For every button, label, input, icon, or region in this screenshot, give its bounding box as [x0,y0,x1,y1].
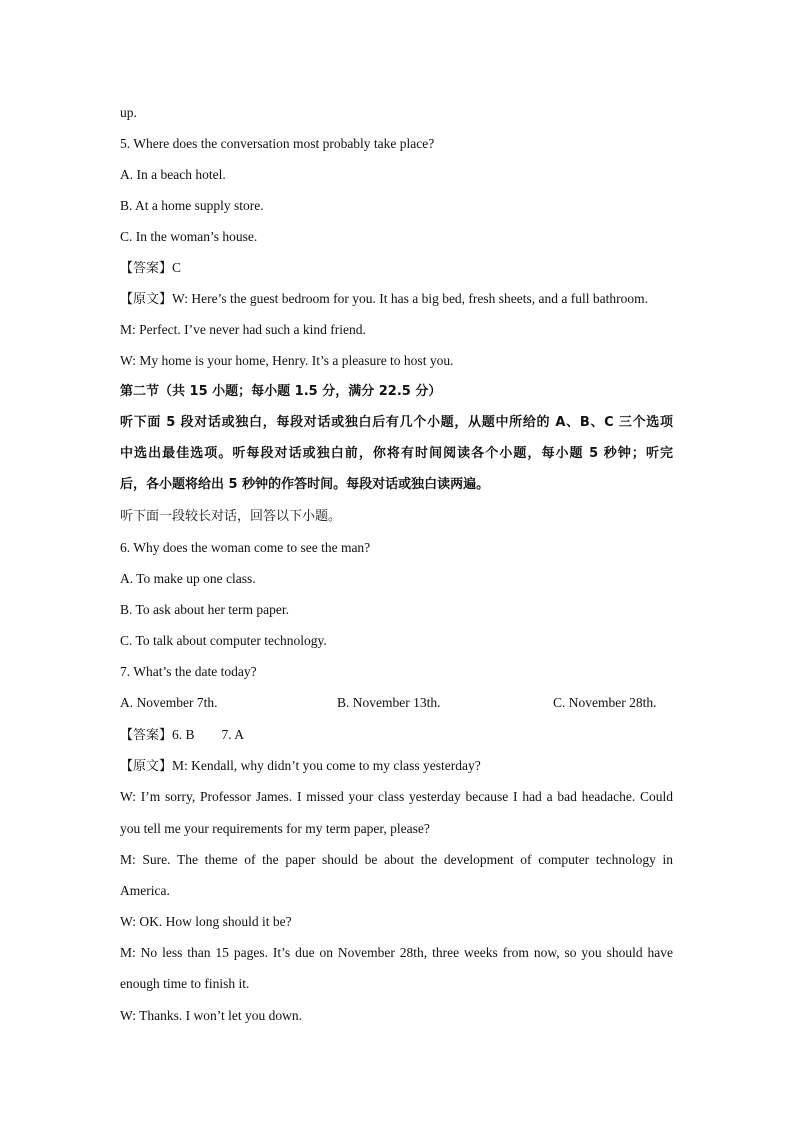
transcript-line: W: I’m sorry, Professor James. I missed your class yesterday because I had a bad headache. Could [120,789,673,804]
instruction-line: 听下面一段较长对话，回答以下小题。 [120,509,342,524]
transcript-line: M: Sure. The theme of the paper should be about the development of computer technology in [120,852,673,867]
answer-line [120,726,680,745]
instruction-line: 中选出最佳选项。听每段对话或独白前，你将有时间阅读各个小题，每小题 5 秒钟；听完 [120,446,673,461]
transcript-line: W: My home is your home, Henry. It’s a pleasure to host you. [120,353,454,368]
section-heading: 第二节（共 15 小题；每小题 1.5 分，满分 22.5 分） [120,384,442,399]
transcript-line: you tell me your requirements for my term paper, please? [120,821,430,836]
question-7: 7. What’s the date today? [120,664,257,679]
answer-tag: 【答案】 [120,728,173,743]
answer-text: 6. B 7. A [172,727,245,742]
option-5b: B. At a home supply store. [120,198,264,213]
question-5: 5. Where does the conversation most probably take place? [120,136,435,151]
option-5c: C. In the woman’s house. [120,229,258,244]
question-6: 6. Why does the woman come to see the man? [120,540,371,555]
option-7b: B. November 13th. [337,695,441,710]
transcript-line: M: Perfect. I’ve never had such a kind friend. [120,322,366,337]
option-7c: C. November 28th. [553,695,657,710]
transcript-text: M: Kendall, why didn’t you come to my class yesterday? [172,758,481,773]
transcript-line [120,290,680,309]
transcript-line: M: No less than 15 pages. It’s due on November 28th, three weeks from now, so you should have [120,945,673,960]
instruction-line: 后，各小题将给出 5 秒钟的作答时间。每段对话或独白读两遍。 [120,477,490,492]
transcript-line: America. [120,883,170,898]
transcript-line: W: OK. How long should it be? [120,914,292,929]
option-5a: A. In a beach hotel. [120,167,226,182]
answer-tag: 【答案】 [120,261,173,276]
option-6a: A. To make up one class. [120,571,256,586]
transcript-text: W: Here’s the guest bedroom for you. It has a big bed, fresh sheets, and a full bathroom. [172,291,649,306]
transcript-tag: 【原文】 [120,292,173,307]
option-6c: C. To talk about computer technology. [120,633,327,648]
text-line: up. [120,105,137,120]
transcript-line: enough time to finish it. [120,976,250,991]
option-7a: A. November 7th. [120,695,218,710]
transcript-tag: 【原文】 [120,759,173,774]
transcript-line: W: Thanks. I won’t let you down. [120,1008,302,1023]
answer-line [120,259,680,278]
option-6b: B. To ask about her term paper. [120,602,290,617]
transcript-line [120,757,680,776]
instruction-line: 听下面 5 段对话或独白，每段对话或独白后有几个小题，从题中所给的 A、B、C 三个选项 [120,415,673,430]
answer-text: C [172,260,182,275]
